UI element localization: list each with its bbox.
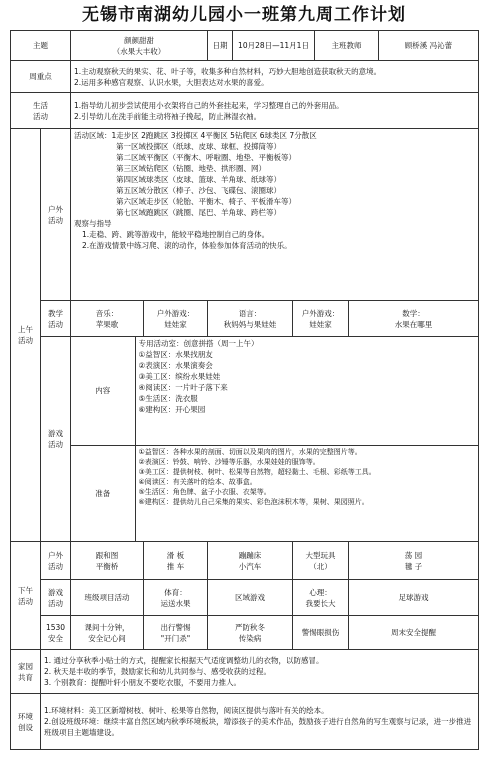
home-content [41, 650, 479, 694]
guide-item: 1.走稳、跨、跳等游戏中，能较平稳地控制自己的身体。 [82, 230, 270, 239]
games-content-item: 专用活动室：创意拼搭（周一上午） [138, 339, 259, 348]
afternoon-label: 下午 活动 [11, 542, 41, 650]
environment-content [41, 694, 479, 750]
afternoon-games-cell: 心理： 我要长大 [293, 580, 349, 616]
afternoon-outdoor-cell: 滑 板 推 车 [144, 542, 208, 580]
teaching-subject: 户外游戏： 娃娃家 [144, 301, 208, 337]
home-item: 2. 秋天是丰收的季节，鼓励家长和幼儿共同参与、感受收获的过程。 [44, 667, 272, 676]
games-content-item: ④阅读区：一片叶子落下来 [138, 383, 228, 392]
games-prep-item: ⑥建构区：提供幼儿自己采集的果实、彩色泡沫积木等，果树、果园照片。 [138, 497, 369, 506]
zone-item: 第五区域分散区（棒子、沙包、飞碟包、滚圈球） [116, 186, 281, 195]
guide-label: 观察与指导 [74, 219, 112, 228]
date-label: 日期 [208, 31, 233, 61]
guide-item: 2.在游戏情景中练习爬、滚的动作，体验参加体育活动的快乐。 [82, 241, 292, 250]
home-item: 1. 通过分享秋季小贴士的方式，提醒家长根据天气适度调整幼儿的衣物，以防感冒。 [44, 656, 324, 665]
games-prep-list [135, 445, 478, 541]
week-focus-item: 2.运用多种感官观察、认识水果，大胆表达对水果的喜爱。 [74, 77, 269, 87]
safety-cell: 出行警惕 "开门杀" [144, 616, 208, 650]
teaching-subject: 户外游戏： 娃娃家 [293, 301, 349, 337]
home-item: 3. 个别教育：提醒叶轩小朋友不要吃衣服，不要用力推人。 [44, 678, 242, 687]
afternoon-games-cell: 体育： 运送水果 [144, 580, 208, 616]
safety-cell: 周末安全提醒 [349, 616, 479, 650]
games-content [71, 337, 479, 542]
zone-item: 第三区域钻爬区（钻圈、地垫、拱形圈、网） [116, 164, 266, 173]
games-inner-table [71, 337, 478, 541]
games-prep-item: ①益智区：各种水果的剖面、切面以及果肉的图片，水果的完整图片等。 [138, 447, 362, 456]
teaching-subject: 音乐： 苹果歌 [71, 301, 144, 337]
zones-intro: 活动区域：1走步区 2跑跳区 3投掷区 4平衡区 5钻爬区 6球类区 7分散区 [74, 131, 317, 140]
games-content-item: ⑥建构区：开心果园 [138, 405, 206, 414]
afternoon-outdoor-cell: 大型玩具 （北） [293, 542, 349, 580]
games-content-list [135, 337, 478, 445]
games-prep-label: 准备 [71, 445, 135, 541]
environment-item: 1.环境材料：美工区新增树枝、树叶、松果等自然物，阅读区提供与落叶有关的绘本。 [44, 706, 329, 715]
environment-item: 2.创设班级环境：继续丰富自然区域内秋季环境板块，增添孩子的美术作品，鼓励孩子进行自然角的写生观察与记录，进一步推进班级项目主题墙建设。 [44, 717, 472, 737]
zone-item: 第四区域球类区（皮球、篮球、羊角球、纸球等） [116, 175, 281, 184]
weekly-plan-table [10, 30, 479, 750]
games-label: 游戏 活动 [41, 337, 71, 542]
morning-outdoor-content [71, 129, 479, 301]
week-focus-item: 1.主动观察秋天的果实、花、叶子等，收集多种自然材料，巧妙大胆地创造获取秋天的意境。 [74, 66, 382, 76]
life-item: 1.指导幼儿初步尝试使用小衣架将自己的外套挂起来，学习整理自己的外套用品。 [74, 100, 344, 110]
games-content-item: ③美工区：缤纷水果娃娃 [138, 372, 221, 381]
morning-label: 上午 活动 [11, 129, 41, 542]
theme-label: 主题 [11, 31, 71, 61]
games-prep-item: ③美工区：提供树枝、树叶、松果等自然物，超轻黏土、毛根、彩纸等工具。 [138, 467, 376, 476]
zone-item: 第七区域跑跳区（跳圈、尾巴、羊角球、跨栏等） [116, 208, 281, 217]
home-label: 家园 共育 [11, 650, 41, 694]
safety-cell: 警惕眼损伤 [293, 616, 349, 650]
afternoon-outdoor-cell: 荡 园 毽 子 [349, 542, 479, 580]
games-content-item: ⑤生活区：洗衣服 [138, 394, 198, 403]
games-prep-item: ②表演区：铃鼓、响铃、沙锤等乐器，水果娃娃的服饰等。 [138, 457, 320, 466]
afternoon-outdoor-label: 户外 活动 [41, 542, 71, 580]
environment-label: 环境 创设 [11, 694, 41, 750]
games-content-item: ②表演区：水果演奏会 [138, 361, 213, 370]
afternoon-games-cell: 足球游戏 [349, 580, 479, 616]
teacher-label: 主班教师 [315, 31, 379, 61]
zone-item: 第六区域走步区（轮胎、平衡木、椅子、平板滑车等） [116, 197, 296, 206]
theme-value: 颜颜甜甜 （水果大丰收） [71, 31, 208, 61]
games-content-item: ①益智区：水果找朋友 [138, 350, 213, 359]
teaching-subject: 语言： 秋妈妈与果娃娃 [208, 301, 293, 337]
date-value: 10月28日—11月1日 [233, 31, 315, 61]
teacher-value: 顾桥溪 冯沁蕾 [379, 31, 479, 61]
page-title: 无锡市南湖幼儿园小一班第九周工作计划 [82, 5, 406, 25]
zone-item: 第二区域平衡区（平衡木、呼啦圈、地垫、平衡板等） [116, 153, 296, 162]
teaching-label: 教学 活动 [41, 301, 71, 337]
week-focus-label: 周重点 [11, 61, 71, 93]
safety-cell: 严防秋冬 传染病 [208, 616, 293, 650]
zone-item: 第一区域投掷区（纸球、皮球、球框、投掷筒等） [116, 142, 281, 151]
afternoon-games-label: 游戏 活动 [41, 580, 71, 616]
afternoon-games-cell: 班级项目活动 [71, 580, 144, 616]
games-prep-item: ④阅读区：有关落叶的绘本、故事盒。 [138, 477, 257, 486]
week-focus-content [71, 61, 479, 93]
games-prep-item: ⑤生活区：角色牌、盆子小衣服、衣架等。 [138, 487, 271, 496]
life-content [71, 93, 479, 129]
life-label: 生活 活动 [11, 93, 71, 129]
afternoon-outdoor-cell: 跟和图 平衡桥 [71, 542, 144, 580]
afternoon-outdoor-cell: 蹦蹦床 小汽车 [208, 542, 293, 580]
games-content-label: 内容 [71, 337, 135, 445]
morning-outdoor-label: 户外 活动 [41, 129, 71, 301]
life-item: 2.引导幼儿在洗手前能主动将袖子挽起，防止淋湿衣袖。 [74, 111, 262, 121]
afternoon-games-cell: 区域游戏 [208, 580, 293, 616]
teaching-subject: 数学： 水果在哪里 [349, 301, 479, 337]
safety-label: 1530 安全 [41, 616, 71, 650]
safety-cell: 课间十分钟， 安全记心间 [71, 616, 144, 650]
